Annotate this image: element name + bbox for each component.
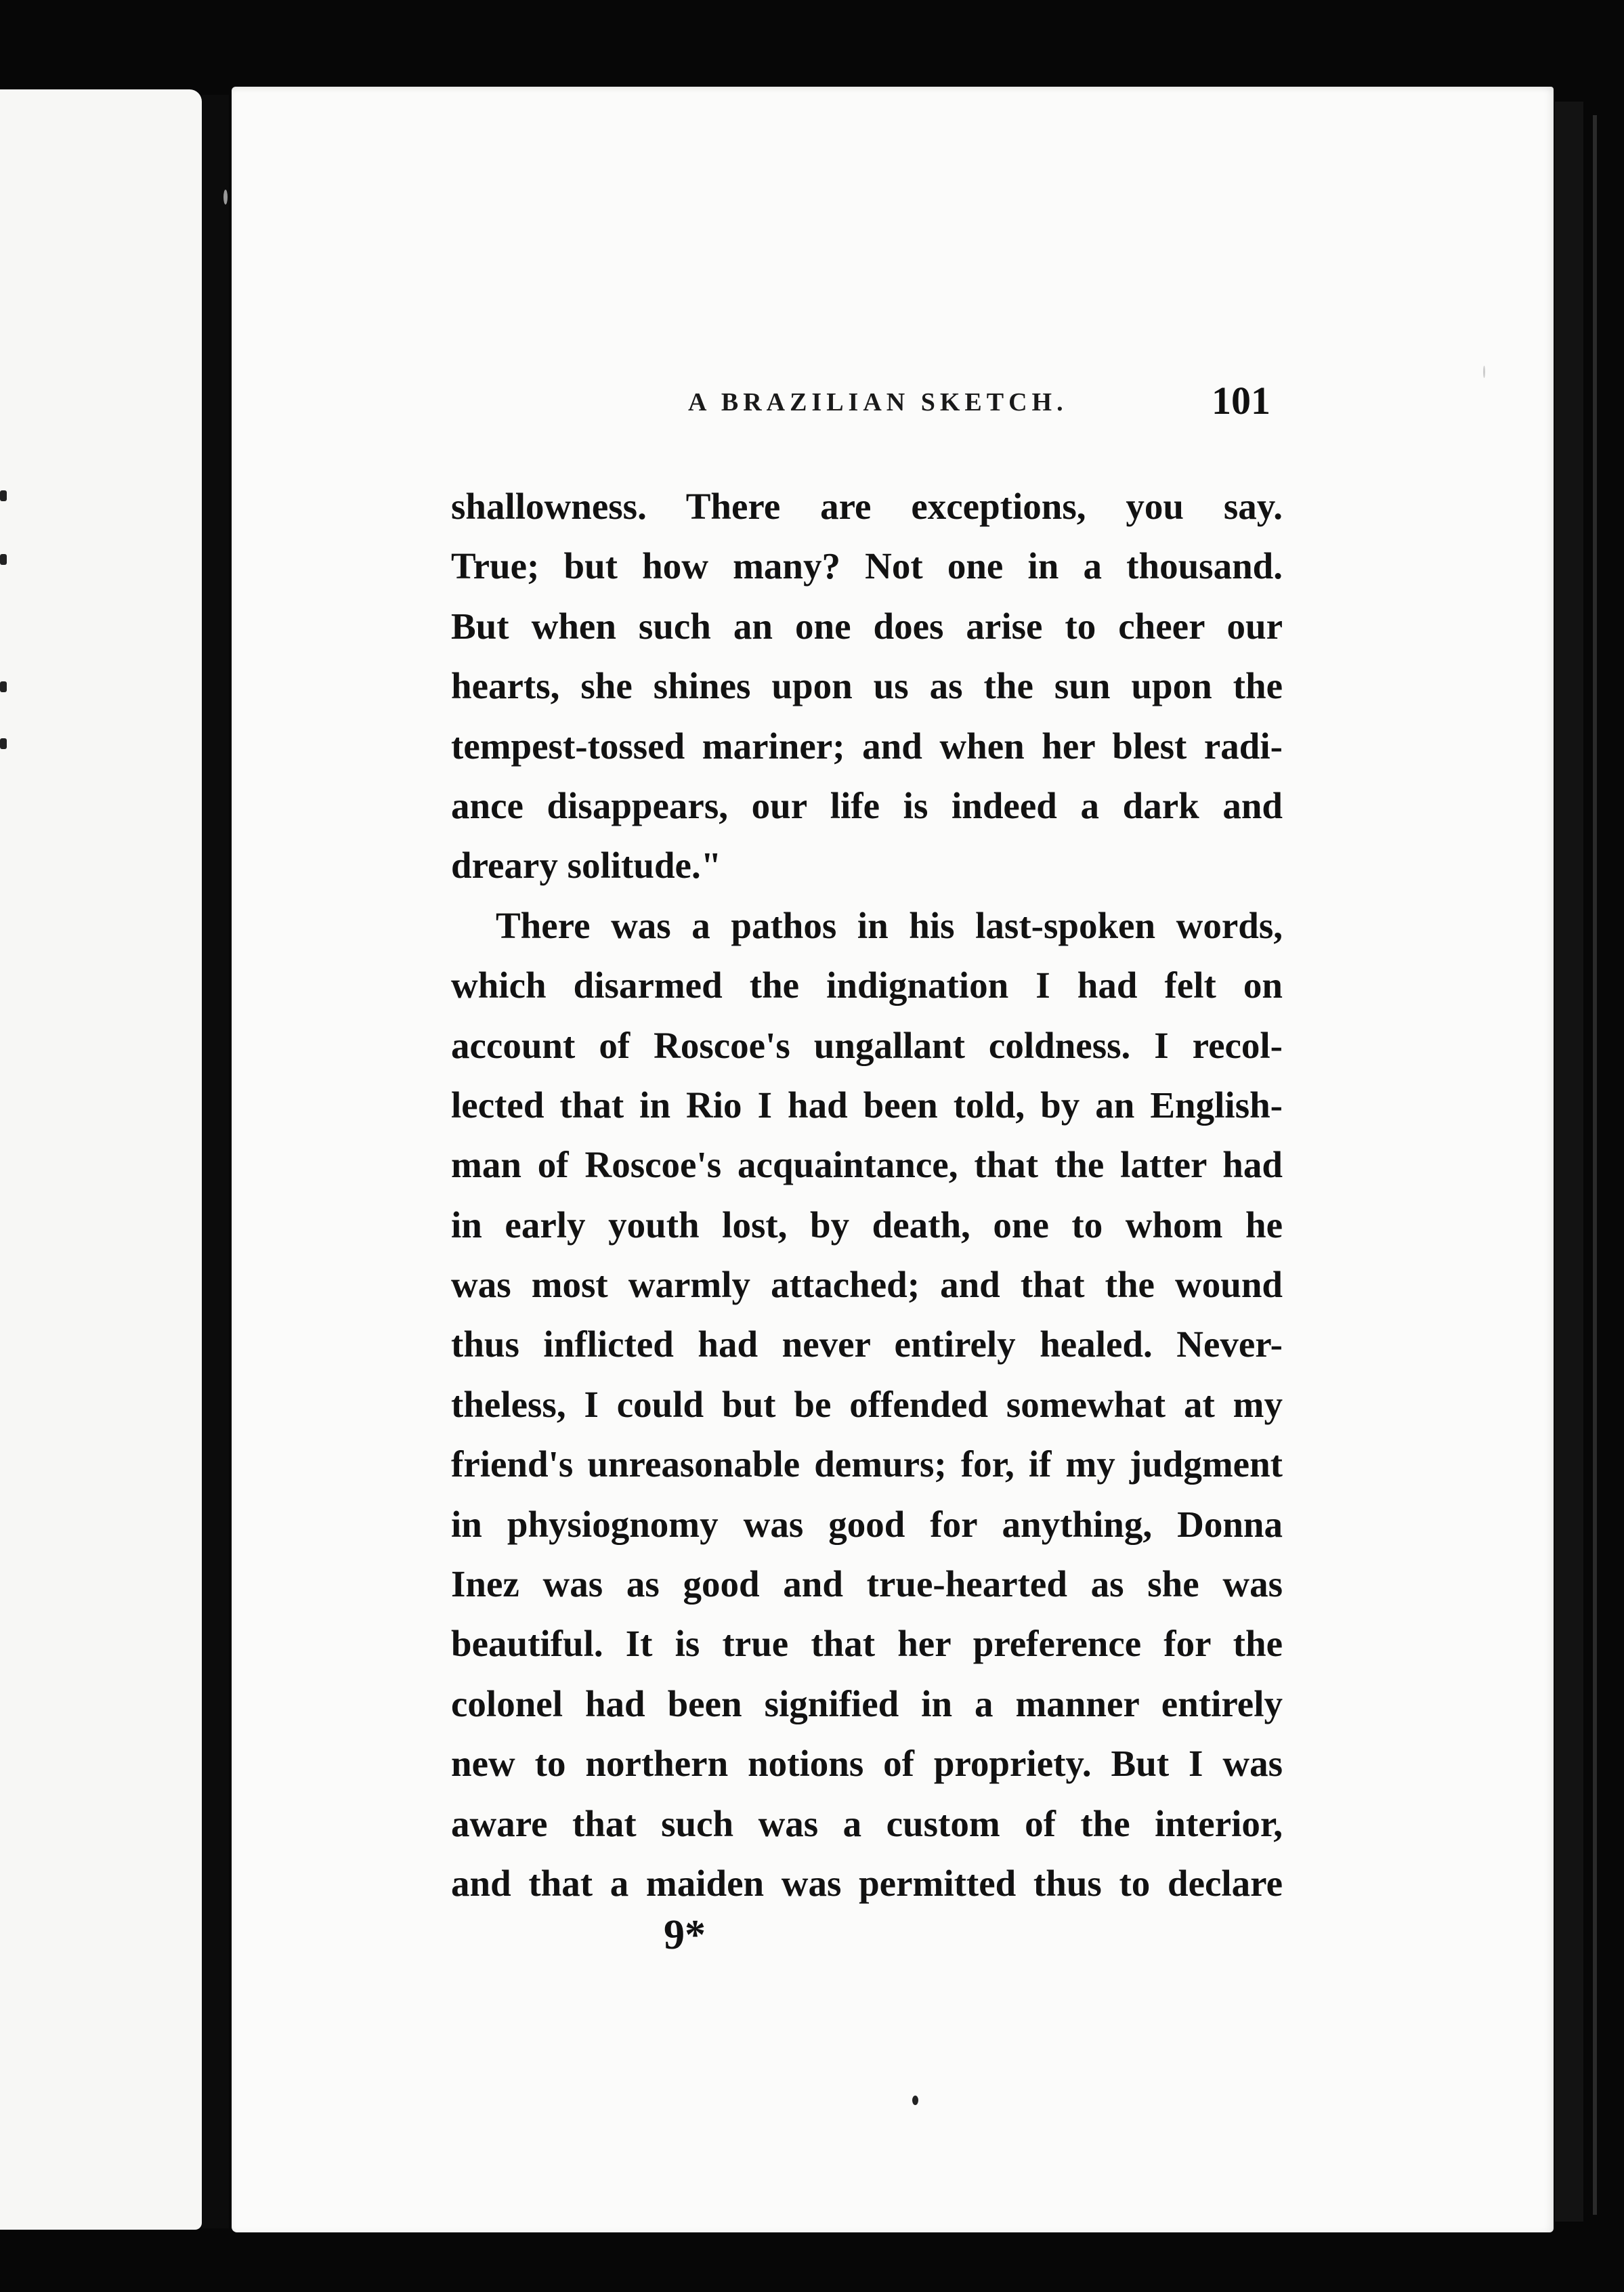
text-line: man of Roscoe's acquaintance, that the latter had [451, 1144, 1283, 1186]
text-line: colonel had been signified in a manner entirely [451, 1682, 1283, 1724]
text-line: in physiognomy was good for anything, Donna [451, 1503, 1283, 1545]
page-number: 101 [1212, 379, 1270, 423]
text-line: account of Roscoe's ungallant coldness. I recol- [451, 1024, 1283, 1066]
text-line: in early youth lost, by death, one to whom he [451, 1204, 1283, 1246]
running-head-title: A BRAZILIAN SKETCH. [688, 388, 1068, 417]
body-text [451, 477, 1283, 1913]
page-edge-line [1593, 115, 1597, 2215]
facing-page-edge [0, 89, 202, 2230]
signature-mark: 9* [664, 1912, 706, 1958]
text-line: friend's unreasonable demurs; for, if my judgment [451, 1443, 1283, 1485]
text-line: thus inflicted had never entirely healed. Never- [451, 1323, 1283, 1365]
facing-page-ink-marks [0, 0, 14, 2292]
text-line: True; but how many? Not one in a thousand. [451, 545, 1283, 587]
ink-mark [0, 490, 7, 501]
text-line: hearts, she shines upon us as the sun upon the [451, 665, 1283, 707]
running-head [688, 378, 1270, 432]
text-line: But when such an one does arise to cheer our [451, 605, 1283, 647]
book-gutter [202, 95, 229, 2228]
text-line: tempest-tossed mariner; and when her blest radi- [451, 725, 1283, 767]
text-line: aware that such was a custom of the interior, [451, 1802, 1283, 1844]
ink-mark [0, 738, 7, 749]
text-line: new to northern notions of propriety. But I was [451, 1743, 1283, 1785]
text-line: theless, I could but be offended somewhat at my [451, 1383, 1283, 1425]
text-line: dreary solitude." [451, 845, 722, 887]
ink-mark [0, 681, 7, 692]
text-line: was most warmly attached; and that the wound [451, 1264, 1283, 1306]
text-line: There was a pathos in his last-spoken words, [496, 904, 1283, 946]
text-line: which disarmed the indignation I had felt on [451, 964, 1283, 1006]
text-line: lected that in Rio I had been told, by an English- [451, 1084, 1283, 1126]
text-line: beautiful. It is true that her preference for the [451, 1623, 1283, 1665]
text-line: ance disappears, our life is indeed a dark and [451, 784, 1283, 826]
text-line: and that a maiden was permitted thus to declare [451, 1862, 1283, 1904]
text-line: Inez was as good and true-hearted as she was [451, 1563, 1283, 1605]
page-right-edge [1555, 102, 1583, 2222]
ink-mark [0, 554, 7, 565]
text-line: shallowness. There are exceptions, you say. [451, 486, 1283, 527]
